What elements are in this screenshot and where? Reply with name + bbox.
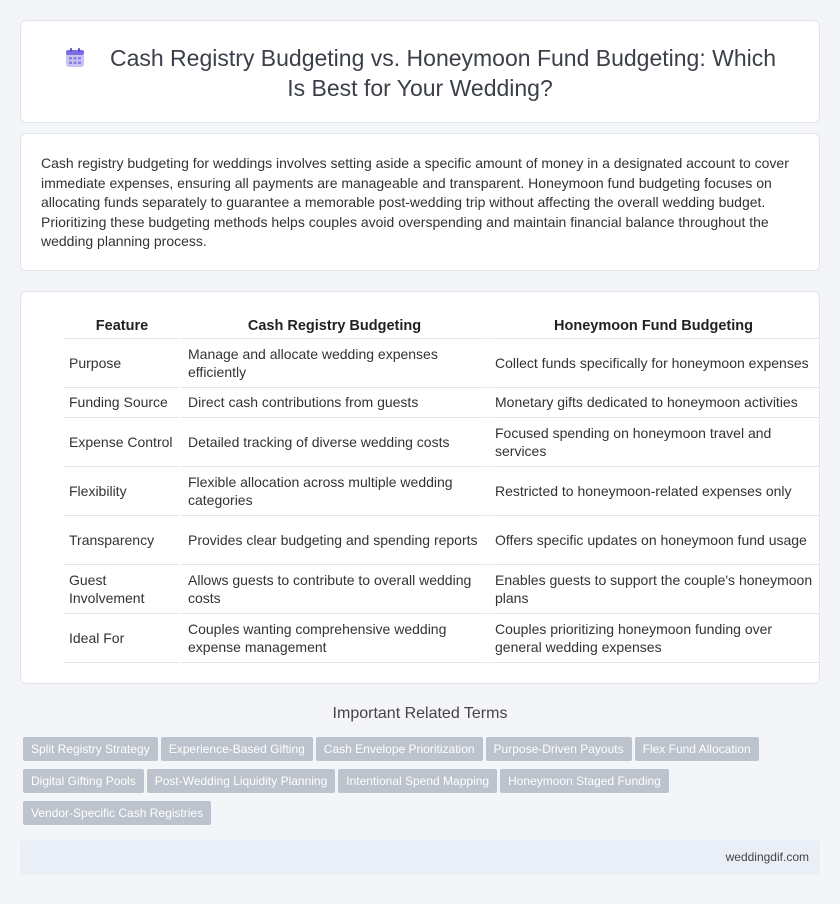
calendar-icon — [64, 47, 86, 69]
table-row — [63, 417, 819, 466]
honeymoon-fund-cell: Couples prioritizing honeymoon funding over general wedding expenses — [488, 613, 819, 662]
related-term-tag[interactable]: Split Registry Strategy — [23, 737, 158, 761]
related-term-tag[interactable]: Post-Wedding Liquidity Planning — [147, 769, 336, 793]
related-terms-tags — [23, 737, 823, 833]
footer-site-link[interactable]: weddingdif.com — [725, 850, 809, 864]
cash-registry-cell: Couples wanting comprehensive wedding expense management — [181, 613, 488, 662]
table-row — [63, 466, 819, 515]
feature-cell: Guest Involvement — [63, 564, 181, 613]
related-terms-title: Important Related Terms — [332, 705, 508, 722]
cash-registry-cell: Direct cash contributions from guests — [181, 387, 488, 417]
related-term-tag[interactable]: Honeymoon Staged Funding — [500, 769, 669, 793]
honeymoon-fund-cell: Offers specific updates on honeymoon fund usage — [488, 515, 819, 564]
intro-card — [20, 133, 820, 271]
honeymoon-fund-cell: Collect funds specifically for honeymoon expenses — [488, 338, 819, 387]
related-term-tag[interactable]: Experience-Based Gifting — [161, 737, 313, 761]
feature-cell: Funding Source — [63, 387, 181, 417]
honeymoon-fund-cell: Monetary gifts dedicated to honeymoon activities — [488, 387, 819, 417]
table-row — [63, 613, 819, 662]
table-row — [63, 515, 819, 564]
related-term-tag[interactable]: Cash Envelope Prioritization — [316, 737, 483, 761]
honeymoon-fund-cell: Restricted to honeymoon-related expenses only — [488, 466, 819, 515]
related-term-tag[interactable]: Flex Fund Allocation — [635, 737, 759, 761]
title-card — [20, 20, 820, 123]
footer — [20, 840, 820, 874]
table-row — [63, 338, 819, 387]
table-header-row — [63, 316, 819, 338]
comparison-table — [63, 316, 819, 663]
cash-registry-cell: Provides clear budgeting and spending reports — [181, 515, 488, 564]
page-title — [61, 43, 779, 103]
feature-cell: Purpose — [63, 338, 181, 387]
header-honeymoon-fund: Honeymoon Fund Budgeting — [488, 316, 819, 338]
table-row — [63, 564, 819, 613]
cash-registry-cell: Manage and allocate wedding expenses efficiently — [181, 338, 488, 387]
header-feature: Feature — [63, 316, 181, 338]
related-term-tag[interactable]: Intentional Spend Mapping — [338, 769, 497, 793]
page-title-text: Cash Registry Budgeting vs. Honeymoon Fund Budgeting: Which Is Best for Your Wedding? — [109, 45, 777, 101]
related-term-tag[interactable]: Digital Gifting Pools — [23, 769, 144, 793]
honeymoon-fund-cell: Enables guests to support the couple's honeymoon plans — [488, 564, 819, 613]
feature-cell: Expense Control — [63, 417, 181, 466]
comparison-card — [20, 291, 820, 684]
related-term-tag[interactable]: Vendor-Specific Cash Registries — [23, 801, 211, 825]
cash-registry-cell: Flexible allocation across multiple wedding categories — [181, 466, 488, 515]
table-row — [63, 387, 819, 417]
related-term-tag[interactable]: Purpose-Driven Payouts — [486, 737, 632, 761]
feature-cell: Transparency — [63, 515, 181, 564]
feature-cell: Ideal For — [63, 613, 181, 662]
cash-registry-cell: Allows guests to contribute to overall wedding costs — [181, 564, 488, 613]
cash-registry-cell: Detailed tracking of diverse wedding costs — [181, 417, 488, 466]
header-cash-registry: Cash Registry Budgeting — [181, 316, 488, 338]
honeymoon-fund-cell: Focused spending on honeymoon travel and services — [488, 417, 819, 466]
intro-paragraph: Cash registry budgeting for weddings involves setting aside a specific amount of money in a designated account to cover immediate expenses, ensuring all payments are manageable and transparent. Honeymoon fund budgeting focuses on allocating funds separately to guarantee a memorable post-wedding trip without affecting the overall wedding budget. Prioritizing these budgeting methods helps couples avoid overspending and maintain financial balance throughout the wedding planning process. — [41, 155, 789, 250]
feature-cell: Flexibility — [63, 466, 181, 515]
